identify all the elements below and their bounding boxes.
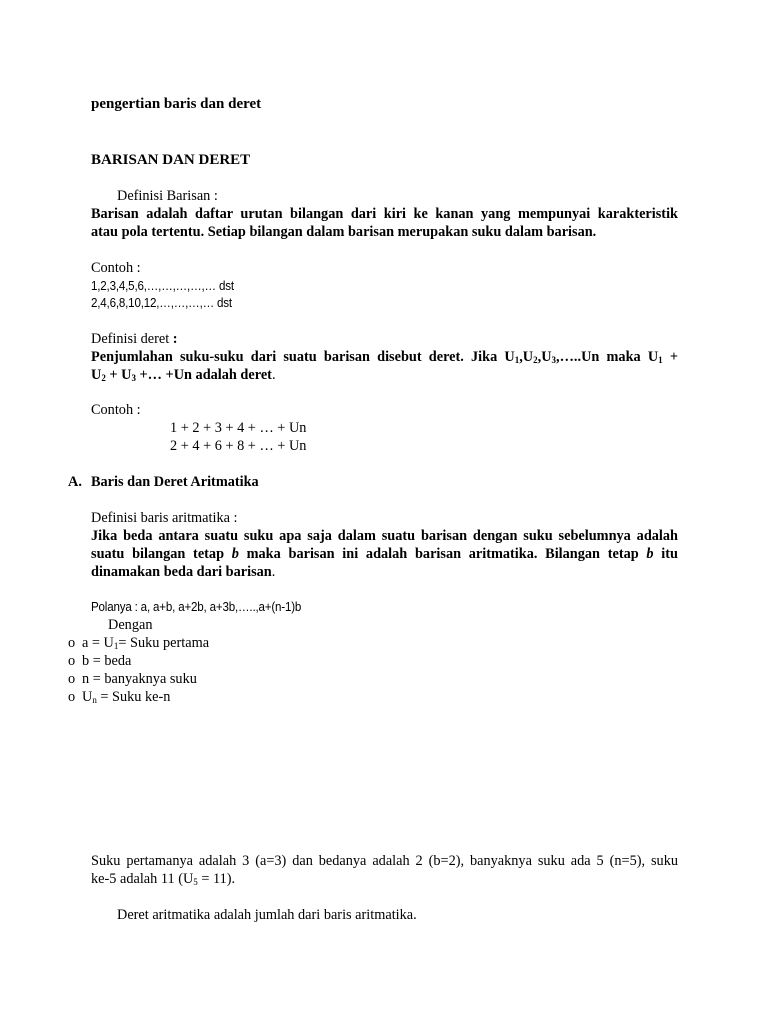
example-line-2 xyxy=(91,870,235,888)
deret-example-2: 2 + 4 + 6 + 8 + … + Un xyxy=(170,438,307,454)
text-part: maka barisan ini adalah barisan aritmatika. Bilangan tetap xyxy=(238,546,647,562)
pola-formula: Polanya : a, a+b, a+2b, a+3b,…..,a+(n-1)b xyxy=(91,600,302,614)
sequence-example-1: 1,2,3,4,5,6,…,…,…,…,… dst xyxy=(91,279,234,293)
contoh-deret-label: Contoh : xyxy=(91,402,141,418)
definisi-deret-label xyxy=(91,330,178,348)
section-a-title: Baris dan Deret Aritmatika xyxy=(91,474,259,490)
bullet-marker: o xyxy=(68,653,76,669)
bullet-marker: o xyxy=(68,671,76,687)
text-part: = Suku ke-n xyxy=(96,689,171,705)
definisi-deret-line-1 xyxy=(91,348,678,366)
sequence-example-2: 2,4,6,8,10,12,…,…,…,… dst xyxy=(91,296,232,310)
definisi-barisan-line-2: atau pola tertentu. Setiap bilangan dalam barisan merupakan suku dalam barisan. xyxy=(91,224,597,240)
text-part: ,U xyxy=(519,349,534,365)
text-part: suatu bilangan tetap xyxy=(91,546,232,562)
text-part: = 11). xyxy=(197,871,236,887)
text-part: U xyxy=(91,367,102,383)
text-part: itu xyxy=(653,546,678,562)
definisi-barisan-line-1: Barisan adalah daftar urutan bilangan dari kiri ke kanan yang mempunyai karakteristik xyxy=(91,206,678,222)
subscript: 3 xyxy=(551,355,557,365)
text-part: ,U xyxy=(537,349,552,365)
contoh-label: Contoh : xyxy=(91,260,141,276)
bullet-item-a xyxy=(82,634,209,652)
text-part: ,…..Un maka U xyxy=(556,349,659,365)
definisi-aritmatika-line-2 xyxy=(91,545,678,563)
subscript: 1 xyxy=(113,641,119,651)
page-heading: BARISAN DAN DERET xyxy=(91,152,251,168)
deret-example-1: 1 + 2 + 3 + 4 + … + Un xyxy=(170,420,307,436)
bullet-item-b: b = beda xyxy=(82,653,132,669)
definisi-deret-colon: : xyxy=(169,331,178,347)
definisi-deret-line-2 xyxy=(91,366,276,384)
subscript: n xyxy=(92,695,97,705)
dengan-label: Dengan xyxy=(108,617,153,633)
text-part: ke-5 adalah 11 (U xyxy=(91,871,194,887)
definisi-barisan-label: Definisi Barisan : xyxy=(117,188,218,204)
variable-b: b xyxy=(646,546,654,562)
bullet-marker: o xyxy=(68,689,76,705)
definisi-aritmatika-line-3 xyxy=(91,563,275,581)
text-part: . xyxy=(271,367,276,383)
text-part: U xyxy=(82,689,93,705)
text-part: + xyxy=(662,349,678,365)
example-line-1: Suku pertamanya adalah 3 (a=3) dan bedanya adalah 2 (b=2), banyaknya suku ada 5 (n=5), suku xyxy=(91,853,678,869)
subscript: 5 xyxy=(193,877,198,887)
section-a-marker: A. xyxy=(68,474,82,490)
text-part: a = U xyxy=(82,635,114,651)
subscript: 2 xyxy=(533,355,538,365)
subscript: 1 xyxy=(658,355,663,365)
text-part: +… +Un adalah deret xyxy=(135,367,272,383)
bullet-item-un xyxy=(82,688,170,706)
subscript: 1 xyxy=(514,355,520,365)
bullet-item-n: n = banyaknya suku xyxy=(82,671,197,687)
document-title: pengertian baris dan deret xyxy=(91,96,262,112)
definisi-aritmatika-label: Definisi baris aritmatika : xyxy=(91,510,238,526)
subscript: 3 xyxy=(131,373,136,383)
text-part: + U xyxy=(105,367,132,383)
definisi-deret-text: Definisi deret xyxy=(91,331,170,347)
bullet-marker: o xyxy=(68,635,76,651)
text-part: . xyxy=(271,564,276,580)
text-part: = Suku pertama xyxy=(118,635,210,651)
subscript: 2 xyxy=(101,373,106,383)
variable-b: b xyxy=(231,546,239,562)
definisi-aritmatika-line-1: Jika beda antara suatu suku apa saja dalam suatu barisan dengan suku sebelumnya adalah xyxy=(91,528,678,544)
closing-sentence: Deret aritmatika adalah jumlah dari baris aritmatika. xyxy=(117,907,417,923)
text-part: Penjumlahan suku-suku dari suatu barisan disebut deret. Jika U xyxy=(91,349,515,365)
text-part: dinamakan beda dari barisan xyxy=(91,564,272,580)
